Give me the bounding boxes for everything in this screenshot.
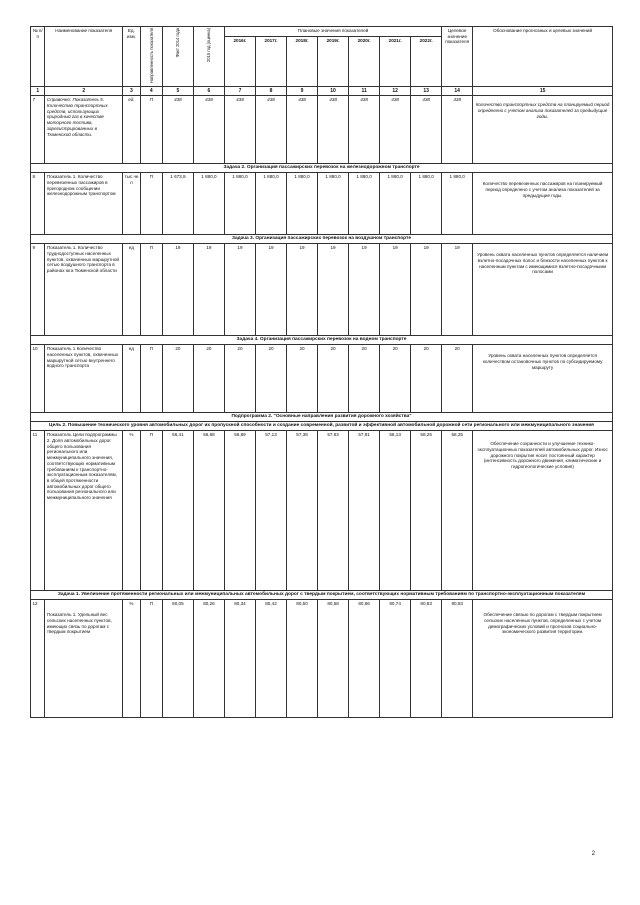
row-value: 438: [411, 96, 442, 164]
row-value: 80,83: [411, 600, 442, 718]
subprogram-header: [31, 413, 613, 422]
row-value: 20: [380, 345, 411, 413]
subprogram-2-title: Подпрограмма 2. "Основные направления развития дорожного хозяйства": [31, 413, 613, 422]
header-year: 2022г.: [411, 37, 442, 87]
row-value: 1 880,0: [224, 173, 255, 235]
row-value: 20: [349, 345, 380, 413]
row-justification: Уровень охвата населенных пунктов определяется наличием взлетно-посадочных полос и близости населенных пунктов к населенным пунктам с имеющимися взлетно-посадочными полосами: [473, 244, 613, 336]
row-num: 8: [31, 173, 45, 235]
row-num: 7: [31, 96, 45, 164]
row-value: 19: [442, 244, 473, 336]
header-fact-2014-text: Факт 2014 года: [175, 28, 181, 58]
row-value: 19: [224, 244, 255, 336]
row-value: 80,42: [255, 600, 286, 718]
col-index: 8: [255, 86, 286, 95]
row-direction: П: [140, 173, 162, 235]
row-value: 438: [255, 96, 286, 164]
row-justification: Количество перевезенных пассажиров на планируемый период определено с учетом анализа показателей за предыдущие годы.: [473, 173, 613, 235]
table-row: [31, 244, 613, 336]
row-name: Справочно: Показатель 5. Количество транспортных средств, использующих природный газ в качестве моторного топлива, зарегистрированных в Тюменской области.: [45, 96, 123, 164]
col-index: 3: [123, 86, 141, 95]
row-justification: Обеспечение связью по дорогам с твердым покрытием сельских населенных пунктов, определенных с учетом демографических условий и прогнозов социально-экономического развития территории.: [473, 600, 613, 718]
col-index: 10: [318, 86, 349, 95]
row-direction: П: [140, 600, 162, 718]
row-direction: П: [140, 244, 162, 336]
col-index: 9: [287, 86, 318, 95]
row-value: 80,83: [442, 600, 473, 718]
row-unit: ед: [123, 345, 141, 413]
row-value: 20: [224, 345, 255, 413]
header-justification: Обоснование прогнозных и целевых значений: [473, 27, 613, 87]
page-number: 2: [591, 851, 595, 857]
header-direction-text: Направленность показателя: [148, 28, 154, 84]
header-year: 2018г.: [287, 37, 318, 87]
row-value: 57,63: [318, 431, 349, 591]
row-value: 20: [162, 345, 193, 413]
row-value: 19: [162, 244, 193, 336]
header-target: Целевое значение показателя: [442, 27, 473, 87]
row-value: 58,25: [411, 431, 442, 591]
row-value: 1 880,0: [193, 173, 224, 235]
row-value: 1 673,9: [162, 173, 193, 235]
goal-2-title: Цель 2. Повышение технического уровня автомобильных дорог их пропускной способности и создание современной, развитой и эффективной автомобильной дорожной сети регионального или межмуниципального значения: [31, 422, 613, 431]
row-value: 19: [411, 244, 442, 336]
row-value: 438: [287, 96, 318, 164]
row-num: 12: [31, 600, 45, 718]
row-value: 438: [162, 96, 193, 164]
row-value: 19: [193, 244, 224, 336]
row-value: 438: [380, 96, 411, 164]
header-fact-2014: [162, 27, 193, 87]
row-value: 1 880,0: [255, 173, 286, 235]
row-num: 10: [31, 345, 45, 413]
row-unit: ед.: [123, 96, 141, 164]
col-index: 15: [473, 86, 613, 95]
row-value: 438: [224, 96, 255, 164]
indicators-table: [30, 26, 613, 718]
row-value: 80,58: [318, 600, 349, 718]
row-value: 20: [255, 345, 286, 413]
col-index: 7: [224, 86, 255, 95]
row-value: 1 880,0: [411, 173, 442, 235]
row-value: 80,66: [349, 600, 380, 718]
row-value: 20: [287, 345, 318, 413]
row-value: 1 880,0: [442, 173, 473, 235]
header-row-1: [31, 27, 613, 37]
col-index: 14: [442, 86, 473, 95]
row-value: 19: [349, 244, 380, 336]
header-direction: [140, 27, 162, 87]
row-value: 438: [318, 96, 349, 164]
row-value: 56,41: [162, 431, 193, 591]
row-value: 20: [318, 345, 349, 413]
col-index: 13: [411, 86, 442, 95]
task-header: [31, 235, 613, 244]
header-year: 2021г.: [380, 37, 411, 87]
row-value: 19: [380, 244, 411, 336]
row-value: 80,05: [162, 600, 193, 718]
goal-header: [31, 422, 613, 431]
row-value: 19: [318, 244, 349, 336]
row-value: 1 880,0: [318, 173, 349, 235]
row-value: 57,38: [287, 431, 318, 591]
task-4-title: Задача 4. Организация пассажирских перевозок на водном транспорте: [31, 336, 613, 345]
row-direction: П: [140, 96, 162, 164]
row-value: 20: [411, 345, 442, 413]
row-value: 80,74: [380, 600, 411, 718]
col-index: 12: [380, 86, 411, 95]
row-direction: П: [140, 345, 162, 413]
row-value: 80,26: [193, 600, 224, 718]
row-value: 19: [255, 244, 286, 336]
header-unit: Ед. изм.: [123, 27, 141, 87]
row-value: 56,89: [224, 431, 255, 591]
header-year: 2019г.: [318, 37, 349, 87]
header-planned-group: Плановые значения показателей: [224, 27, 441, 37]
row-value: 19: [287, 244, 318, 336]
row-value: 58,13: [380, 431, 411, 591]
col-index: 1: [31, 86, 45, 95]
header-est-2015: [193, 27, 224, 87]
row-unit: %: [123, 431, 141, 591]
row-name: Показатель 1. Количество труднодоступных населенных пунктов, охваченных маршрутной сетью воздушного транспорта в районах юга Тюменской области: [45, 244, 123, 336]
row-unit: ед: [123, 244, 141, 336]
row-num: 9: [31, 244, 45, 336]
row-value: 20: [193, 345, 224, 413]
header-year: 2016г.: [224, 37, 255, 87]
row-value: 80,50: [287, 600, 318, 718]
row-direction: П: [140, 431, 162, 591]
header-num: № п/п: [31, 27, 45, 87]
row-value: 1 880,0: [380, 173, 411, 235]
task-header: [31, 164, 613, 173]
table-row: [31, 600, 613, 718]
table-row: [31, 173, 613, 235]
row-value: 57,13: [255, 431, 286, 591]
row-name: Показатель 1. Удельный вес сельских населенных пунктов, имеющих связь по дорогам с твердым покрытием: [45, 600, 123, 718]
row-unit: тыс.че л: [123, 173, 141, 235]
table-row: [31, 431, 613, 591]
task-3-title: Задача 3. Организация пассажирских перевозок на воздушном транспорте: [31, 235, 613, 244]
row-value: 438: [193, 96, 224, 164]
table-row: [31, 345, 613, 413]
task-header: [31, 591, 613, 600]
header-est-2015-text: 2015 год (оценка): [206, 28, 212, 63]
row-justification: Обеспечение сохранности и улучшение технико-эксплуатационных показателей автомобильных дорог. Износ дорожного покрытия носит постоянный характер (интенсивность дорожного движения, климатические и гидрогеологические условия): [473, 431, 613, 591]
col-index: 11: [349, 86, 380, 95]
row-value: 438: [349, 96, 380, 164]
row-value: 80,34: [224, 600, 255, 718]
header-name: Наименование показателя: [45, 27, 123, 87]
row-name: Показатель 1. Количество перевезенных пассажиров в пригородном сообщении железнодорожным транспортом: [45, 173, 123, 235]
row-value: 1 880,0: [349, 173, 380, 235]
col-index: 4: [140, 86, 162, 95]
table-row: [31, 96, 613, 164]
header-year: 2017г.: [255, 37, 286, 87]
row-unit: %: [123, 600, 141, 718]
row-value: 438: [442, 96, 473, 164]
column-index-row: [31, 86, 613, 95]
row-name: Показатель 1 Количество населенных пунктов, охваченных маршрутной сетью внутреннего водного транспорта: [45, 345, 123, 413]
row-justification: Уровень охвата населенных пунктов определяется количеством остановочных пунктов по субсидируемому маршруту: [473, 345, 613, 413]
task-1-title: Задача 1. Увеличение протяженности региональных или межмуниципальных автомобильных дорог с твердым покрытием, соответствующих нормативным требованиям по транспортно-эксплуатационным показателям: [31, 591, 613, 600]
header-year: 2020г.: [349, 37, 380, 87]
row-value: 1 880,0: [287, 173, 318, 235]
row-value: 58,25: [442, 431, 473, 591]
row-value: 20: [442, 345, 473, 413]
col-index: 5: [162, 86, 193, 95]
task-header: [31, 336, 613, 345]
row-justification: Количество транспортных средств на планируемый период определено с учетом анализа показателей за предыдущие годы.: [473, 96, 613, 164]
row-num: 11: [31, 431, 45, 591]
row-value: 57,91: [349, 431, 380, 591]
row-value: 56,68: [193, 431, 224, 591]
row-name: Показатель Цели подпрограммы 2. Доля автомобильных дорог общего пользования регионального или межмуниципального значения, соответствующих нормативным требованиям к транспортно-эксплуатационным показателям, в общей протяженности автомобильных дорог общего пользования регионального или межмуниципального значения: [45, 431, 123, 591]
task-2-title: Задача 2. Организация пассажирских перевозок на железнодорожном транспорте: [31, 164, 613, 173]
col-index: 2: [45, 86, 123, 95]
col-index: 6: [193, 86, 224, 95]
